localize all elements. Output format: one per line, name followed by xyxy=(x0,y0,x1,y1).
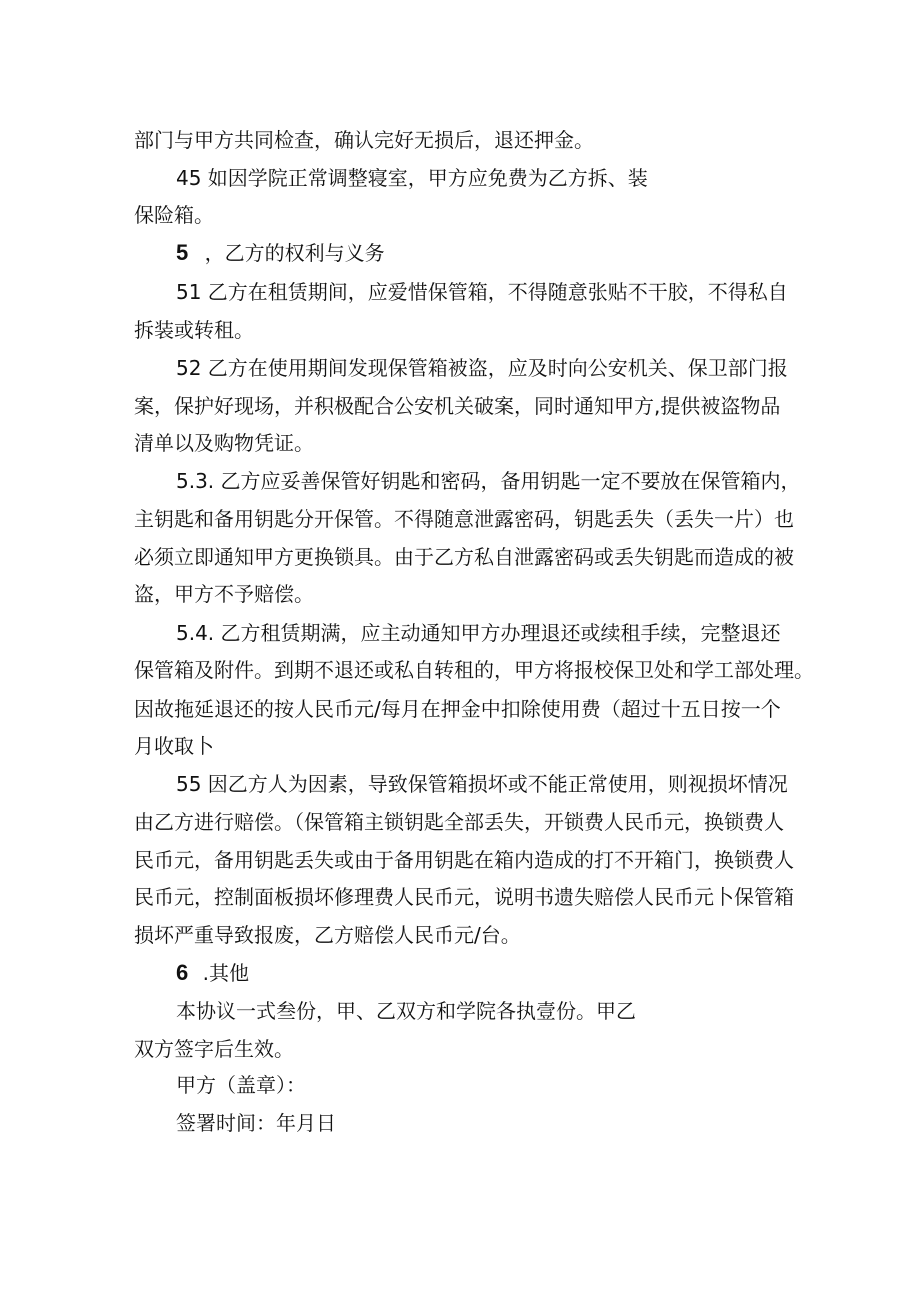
paragraph-line: 双方签字后生效。 xyxy=(134,1037,294,1061)
paragraph-line: 部门与甲方共同检查，确认完好无损后，退还押金。 xyxy=(134,128,594,152)
party-a-seal-line: 甲方（盖章）： xyxy=(176,1073,306,1097)
paragraph-line: 民币元，控制面板损坏修理费人民币元，说明书遗失赔偿人民币元卜保管箱 xyxy=(134,885,794,909)
section-title: ，乙方的权利与义务 xyxy=(204,241,385,265)
section-title: .其他 xyxy=(202,961,249,985)
paragraph-line: 因故拖延退还的按人民币元/每月在押金中扣除使用费（超过十五日按一个 xyxy=(134,697,781,721)
clause-5-2-line: 52 乙方在使用期间发现保管箱被盗，应及时向公安机关、保卫部门报 xyxy=(176,356,788,380)
clause-5-4-line: 5.4. 乙方租赁期满，应主动通知甲方办理退还或续租手续，完整退还 xyxy=(176,621,781,645)
paragraph-line: 案，保护好现场，并积极配合公安机关破案，同时通知甲方,提供被盗物品 xyxy=(134,394,781,418)
paragraph-line: 清单以及购物凭证。 xyxy=(134,431,314,455)
paragraph-line: 拆装或转租。 xyxy=(134,318,254,342)
paragraph-line: 损坏严重导致报废，乙方赔偿人民币元/台。 xyxy=(134,923,521,947)
clause-5-3-line: 5.3. 乙方应妥善保管好钥匙和密码，备用钥匙一定不要放在保管箱内， xyxy=(176,469,801,493)
clause-5-1-line: 51 乙方在租赁期间，应爱惜保管箱，不得随意张贴不干胶，不得私自 xyxy=(176,280,788,304)
clause-5-5-line: 55 因乙方人为因素，导致保管箱损坏或不能正常使用，则视损坏情况 xyxy=(176,772,788,796)
paragraph-line: 月收取卜 xyxy=(134,734,214,758)
section-6-heading xyxy=(176,958,249,988)
paragraph-line: 主钥匙和备用钥匙分开保管。不得随意泄露密码，钥匙丢失（丢失一片）也 xyxy=(134,507,794,531)
paragraph-line: 由乙方进行赔偿。（保管箱主锁钥匙全部丢失，开锁费人民币元，换锁费人 xyxy=(134,810,784,834)
paragraph-line: 必须立即通知甲方更换锁具。由于乙方私自泄露密码或丢失钥匙而造成的被 xyxy=(134,545,794,569)
paragraph-line: 民币元，备用钥匙丢失或由于备用钥匙在箱内造成的打不开箱门，换锁费人 xyxy=(134,848,794,872)
section-number: 5 xyxy=(176,240,189,265)
paragraph-line: 盗，甲方不予赔偿。 xyxy=(134,582,314,606)
section-number: 6 xyxy=(176,960,189,985)
section-5-heading xyxy=(176,238,385,268)
paragraph-line: 保管箱及附件。到期不退还或私自转租的，甲方将报校保卫处和学工部处理。 xyxy=(134,658,814,682)
agreement-copies-line: 本协议一式叁份，甲、乙双方和学院各执壹份。甲乙 xyxy=(176,999,636,1023)
paragraph-line: 保险箱。 xyxy=(134,203,214,227)
clause-4-5-line: 45 如因学院正常调整寝室，甲方应免费为乙方拆、装 xyxy=(176,166,648,190)
signing-date-line: 签署时间：年月日 xyxy=(176,1111,336,1135)
